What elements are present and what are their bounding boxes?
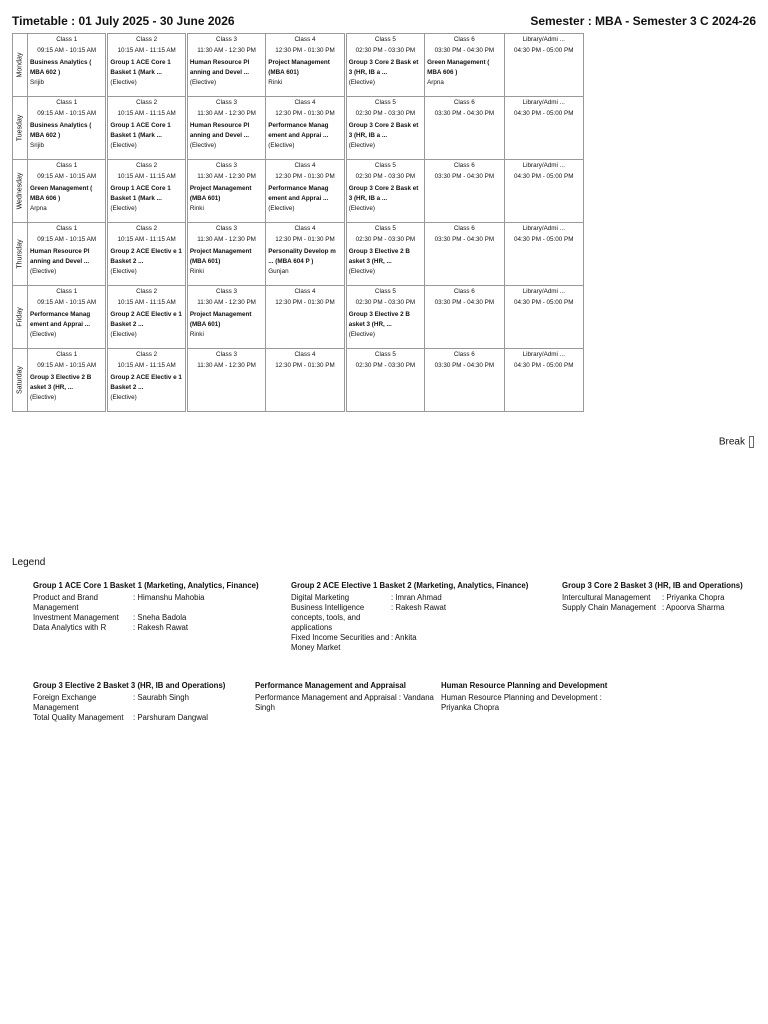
subject-name: Human Resource Pl anning and Devel ... — [189, 122, 250, 139]
subject-name: Performance Manag ement and Apprai ... — [268, 122, 329, 139]
class-cell[interactable] — [107, 349, 186, 412]
legend-group-title: Group 1 ACE Core 1 Basket 1 (Marketing, Analytics, Finance) — [33, 581, 259, 590]
subject-name: Group 2 ACE Electiv e 1 Basket 2 ... — [110, 374, 182, 391]
class-label: Class 5 — [374, 36, 396, 43]
legend-course: Total Quality Management — [33, 713, 124, 722]
legend-teacher: : Saurabh Singh — [133, 693, 189, 702]
class-label: Class 4 — [294, 288, 316, 295]
class-label: Class 3 — [216, 225, 238, 232]
legend-group — [33, 581, 283, 633]
subject-info: (Elective) — [110, 205, 137, 212]
class-time: 11:30 AM - 12:30 PM — [197, 47, 256, 54]
legend-item — [33, 623, 283, 633]
class-label: Class 1 — [56, 99, 78, 106]
class-cell[interactable] — [28, 160, 107, 223]
day-row — [13, 97, 584, 160]
subject-name: Personality Develop m ... (MBA 604 P ) — [268, 248, 336, 265]
class-label: Class 3 — [216, 36, 238, 43]
class-label: Class 2 — [136, 288, 158, 295]
class-time: 12:30 PM - 01:30 PM — [275, 47, 335, 54]
subject-name: Group 3 Core 2 Bask et 3 (HR, IB a ... — [348, 185, 419, 202]
legend-teacher: : Priyanka Chopra — [441, 693, 602, 712]
subject-name: Project Management (MBA 601) — [268, 59, 330, 76]
subject-info: (Elective) — [348, 79, 375, 86]
legend-teacher: : Parshuram Dangwal — [133, 713, 208, 722]
class-cell[interactable] — [345, 34, 424, 97]
day-label: Thursday — [16, 239, 24, 269]
class-label: Class 2 — [136, 162, 158, 169]
legend-course: Data Analytics with R — [33, 623, 107, 632]
class-time: 11:30 AM - 12:30 PM — [197, 236, 256, 243]
class-label: Class 6 — [453, 351, 475, 358]
legend-group — [33, 681, 248, 723]
class-cell[interactable] — [425, 160, 504, 223]
class-time: 12:30 PM - 01:30 PM — [275, 110, 335, 117]
class-cell[interactable] — [345, 97, 424, 160]
legend-teacher: : Priyanka Chopra — [662, 593, 725, 602]
subject-name: Group 3 Elective 2 B asket 3 (HR, ... — [348, 248, 410, 265]
legend-item — [33, 693, 248, 713]
class-label: Library/Admi ... — [522, 162, 565, 169]
legend-group-title: Performance Management and Appraisal — [255, 681, 406, 690]
subject-info: (Elective) — [268, 142, 295, 149]
class-cell[interactable] — [107, 223, 186, 286]
legend-group — [441, 681, 621, 713]
class-time: 09:15 AM - 10:15 AM — [37, 110, 97, 117]
class-label: Class 5 — [374, 351, 396, 358]
subject-name: Project Management (MBA 601) — [189, 248, 252, 265]
subject-info: (Elective) — [30, 394, 57, 401]
day-row — [13, 349, 584, 412]
legend-group-title: Group 3 Core 2 Basket 3 (HR, IB and Operations) — [562, 581, 743, 590]
legend-item — [291, 593, 556, 603]
class-time: 03:30 PM - 04:30 PM — [434, 47, 495, 54]
class-cell[interactable] — [186, 97, 265, 160]
subject-name: Group 1 ACE Core 1 Basket 1 (Mark ... — [110, 59, 171, 76]
legend-item — [255, 693, 435, 713]
class-time: 10:15 AM - 11:15 AM — [117, 110, 176, 117]
class-time: 03:30 PM - 04:30 PM — [434, 173, 495, 180]
subject-info: (Elective) — [110, 142, 137, 149]
class-cell[interactable] — [186, 34, 265, 97]
subject-info: (Elective) — [110, 268, 137, 275]
class-cell[interactable] — [28, 286, 107, 349]
subject-name: Group 3 Elective 2 B asket 3 (HR, ... — [348, 311, 410, 328]
subject-name: Group 2 ACE Electiv e 1 Basket 2 ... — [110, 248, 182, 265]
subject-info: (Elective) — [268, 205, 295, 212]
class-label: Class 4 — [294, 99, 316, 106]
class-label: Class 6 — [453, 225, 475, 232]
subject-info: Srijib — [30, 79, 44, 86]
class-cell[interactable] — [107, 97, 186, 160]
class-cell[interactable] — [266, 349, 345, 412]
legend-teacher: : Ankita — [391, 633, 417, 642]
class-cell[interactable] — [504, 223, 583, 286]
subject-name: Group 3 Core 2 Bask et 3 (HR, IB a ... — [348, 122, 419, 139]
subject-info: Gunjan — [268, 268, 289, 275]
break-label: Break — [718, 436, 745, 448]
class-label: Class 4 — [294, 36, 316, 43]
timetable-title: Timetable : 01 July 2025 - 30 June 2026 — [12, 14, 235, 28]
class-time: 12:30 PM - 01:30 PM — [275, 236, 335, 243]
subject-name: Business Analytics ( MBA 602 ) — [30, 122, 92, 139]
subject-name: Group 2 ACE Electiv e 1 Basket 2 ... — [110, 311, 182, 328]
legend-item — [441, 693, 621, 713]
class-cell[interactable] — [107, 286, 186, 349]
subject-name: Business Analytics ( MBA 602 ) — [30, 59, 92, 76]
day-row — [13, 34, 584, 97]
class-cell[interactable] — [266, 34, 345, 97]
semester-label: Semester : MBA - Semester 3 C 2024-26 — [530, 14, 756, 28]
class-cell[interactable] — [186, 286, 265, 349]
class-label: Class 2 — [136, 36, 158, 43]
legend-teacher: : Himanshu Mahobia — [133, 593, 205, 602]
class-time: 09:15 AM - 10:15 AM — [37, 362, 97, 369]
class-cell[interactable] — [425, 349, 504, 412]
class-time: 04:30 PM - 05:00 PM — [514, 362, 574, 369]
legend-group — [291, 581, 556, 653]
subject-name: Group 1 ACE Core 1 Basket 1 (Mark ... — [110, 185, 171, 202]
class-label: Class 3 — [216, 288, 238, 295]
legend-item — [291, 603, 556, 633]
class-time: 10:15 AM - 11:15 AM — [117, 47, 176, 54]
legend-course: Product and Brand Management — [33, 593, 99, 612]
class-cell[interactable] — [266, 160, 345, 223]
class-cell[interactable] — [345, 223, 424, 286]
class-label: Class 5 — [374, 99, 396, 106]
class-cell[interactable] — [425, 97, 504, 160]
legend-teacher: : Rakesh Rawat — [133, 623, 189, 632]
day-cell — [13, 97, 28, 160]
subject-name: Group 1 ACE Core 1 Basket 1 (Mark ... — [110, 122, 171, 139]
subject-info: (Elective) — [189, 79, 217, 86]
class-label: Class 2 — [136, 351, 158, 358]
day-cell — [13, 160, 28, 223]
subject-name: Project Management (MBA 601) — [189, 311, 252, 328]
day-row — [13, 160, 584, 223]
subject-info: Rinki — [189, 331, 204, 338]
class-time: 03:30 PM - 04:30 PM — [434, 299, 495, 306]
class-label: Class 5 — [374, 288, 396, 295]
class-time: 02:30 PM - 03:30 PM — [355, 236, 416, 243]
class-time: 03:30 PM - 04:30 PM — [434, 362, 495, 369]
class-time: 10:15 AM - 11:15 AM — [117, 173, 176, 180]
class-cell[interactable] — [186, 349, 265, 412]
legend-group — [562, 581, 762, 613]
class-label: Class 5 — [374, 225, 396, 232]
class-time: 04:30 PM - 05:00 PM — [514, 110, 574, 117]
class-label: Class 6 — [453, 288, 475, 295]
legend-item — [33, 613, 283, 623]
day-cell — [13, 286, 28, 349]
class-time: 11:30 AM - 12:30 PM — [197, 362, 256, 369]
class-cell[interactable] — [504, 349, 583, 412]
class-time: 12:30 PM - 01:30 PM — [275, 299, 335, 306]
day-cell — [13, 223, 28, 286]
class-label: Class 6 — [453, 99, 475, 106]
class-cell[interactable] — [266, 97, 345, 160]
legend-teacher: : Imran Ahmad — [391, 593, 442, 602]
day-row — [13, 286, 584, 349]
class-cell[interactable] — [28, 223, 107, 286]
class-time: 04:30 PM - 05:00 PM — [514, 173, 574, 180]
class-cell[interactable] — [266, 286, 345, 349]
class-time: 02:30 PM - 03:30 PM — [355, 362, 416, 369]
subject-name: Human Resource Pl anning and Devel ... — [189, 59, 250, 76]
class-time: 09:15 AM - 10:15 AM — [37, 47, 97, 54]
legend-item — [562, 603, 762, 613]
class-label: Class 4 — [294, 162, 316, 169]
day-label: Saturday — [16, 365, 24, 395]
legend-group-title: Human Resource Planning and Development — [441, 681, 608, 690]
class-cell[interactable] — [186, 160, 265, 223]
class-time: 09:15 AM - 10:15 AM — [37, 299, 97, 306]
class-label: Class 5 — [374, 162, 396, 169]
class-label: Class 6 — [453, 162, 475, 169]
subject-name: Performance Manag ement and Apprai ... — [268, 185, 329, 202]
subject-name: Project Management (MBA 601) — [189, 185, 252, 202]
class-cell[interactable] — [28, 34, 107, 97]
class-time: 10:15 AM - 11:15 AM — [117, 362, 176, 369]
subject-info: (Elective) — [110, 331, 137, 338]
subject-info: (Elective) — [30, 268, 57, 275]
class-label: Library/Admi ... — [522, 288, 565, 295]
class-cell[interactable] — [28, 97, 107, 160]
class-time: 12:30 PM - 01:30 PM — [275, 362, 335, 369]
class-time: 09:15 AM - 10:15 AM — [37, 236, 97, 243]
subject-info: Arpna — [30, 205, 47, 212]
class-time: 11:30 AM - 12:30 PM — [197, 299, 256, 306]
class-time: 03:30 PM - 04:30 PM — [434, 236, 495, 243]
legend-item — [291, 633, 556, 653]
class-time: 11:30 AM - 12:30 PM — [197, 173, 256, 180]
legend-teacher: : Apoorva Sharma — [662, 603, 725, 612]
legend-course: Fixed Income Securities and Money Market — [291, 633, 390, 652]
legend-teacher: : Vandana Singh — [255, 693, 434, 712]
class-label: Class 3 — [216, 162, 238, 169]
subject-info: (Elective) — [348, 331, 375, 338]
day-row — [13, 223, 584, 286]
day-label: Wednesday — [16, 172, 24, 210]
class-label: Class 2 — [136, 225, 158, 232]
legend-course: Intercultural Management — [562, 593, 651, 602]
class-cell[interactable] — [425, 34, 504, 97]
class-cell[interactable] — [28, 349, 107, 412]
class-label: Class 3 — [216, 351, 238, 358]
subject-info: Srijib — [30, 142, 44, 149]
subject-info: Rinki — [189, 205, 204, 212]
class-label: Library/Admi ... — [522, 351, 565, 358]
class-cell[interactable] — [504, 97, 583, 160]
class-time: 12:30 PM - 01:30 PM — [275, 173, 335, 180]
class-time: 09:15 AM - 10:15 AM — [37, 173, 97, 180]
subject-info: (Elective) — [189, 142, 217, 149]
class-cell[interactable] — [504, 160, 583, 223]
subject-info: Rinki — [268, 79, 283, 86]
class-label: Class 2 — [136, 99, 158, 106]
legend-teacher: : Sneha Badola — [133, 613, 187, 622]
legend-item — [33, 713, 248, 723]
class-cell[interactable] — [425, 223, 504, 286]
legend-course: Foreign Exchange Management — [33, 693, 97, 712]
timetable-grid — [12, 33, 584, 412]
legend-course: Investment Management — [33, 613, 119, 622]
legend-group-title: Group 2 ACE Elective 1 Basket 2 (Marketing, Analytics, Finance) — [291, 581, 529, 590]
subject-info: (Elective) — [110, 79, 137, 86]
class-time: 04:30 PM - 05:00 PM — [514, 299, 574, 306]
class-label: Class 4 — [294, 225, 316, 232]
class-time: 02:30 PM - 03:30 PM — [355, 47, 416, 54]
legend-course: Performance Management and Appraisal — [255, 693, 397, 702]
class-time: 02:30 PM - 03:30 PM — [355, 110, 416, 117]
subject-info: (Elective) — [30, 331, 57, 338]
day-label: Friday — [16, 307, 24, 327]
day-label: Tuesday — [16, 114, 24, 142]
subject-info: Rinki — [189, 268, 204, 275]
day-label: Monday — [16, 52, 24, 78]
class-time: 04:30 PM - 05:00 PM — [514, 236, 574, 243]
class-label: Library/Admi ... — [522, 225, 565, 232]
legend-item — [33, 593, 283, 613]
class-cell[interactable] — [504, 34, 583, 97]
class-time: 03:30 PM - 04:30 PM — [434, 110, 495, 117]
legend-course: Supply Chain Management — [562, 603, 657, 612]
class-label: Class 1 — [56, 36, 78, 43]
class-cell[interactable] — [504, 286, 583, 349]
legend-title: Legend — [12, 557, 46, 568]
class-time: 10:15 AM - 11:15 AM — [117, 236, 176, 243]
legend-course: Human Resource Planning and Development — [441, 693, 598, 702]
subject-name: Group 3 Core 2 Bask et 3 (HR, IB a ... — [348, 59, 419, 76]
legend-teacher: : Rakesh Rawat — [391, 603, 447, 612]
class-label: Library/Admi ... — [522, 99, 565, 106]
class-cell[interactable] — [345, 160, 424, 223]
subject-name: Human Resource Pl anning and Devel ... — [30, 248, 90, 265]
legend-group — [255, 681, 435, 713]
day-cell — [13, 349, 28, 412]
subject-name: Performance Manag ement and Apprai ... — [30, 311, 91, 328]
class-label: Class 6 — [453, 36, 475, 43]
legend-item — [562, 593, 762, 603]
subject-info: (Elective) — [110, 394, 137, 401]
class-cell[interactable] — [266, 223, 345, 286]
day-cell — [13, 34, 28, 97]
subject-name: Green Management ( MBA 606 ) — [30, 185, 93, 202]
class-cell[interactable] — [186, 223, 265, 286]
subject-info: (Elective) — [348, 268, 375, 275]
class-time: 10:15 AM - 11:15 AM — [117, 299, 176, 306]
class-time: 02:30 PM - 03:30 PM — [355, 173, 416, 180]
class-time: 02:30 PM - 03:30 PM — [355, 299, 416, 306]
class-cell[interactable] — [107, 160, 186, 223]
class-cell[interactable] — [345, 286, 424, 349]
legend-course: Business Intelligence concepts, tools, and applications — [291, 603, 365, 632]
class-label: Class 1 — [56, 162, 78, 169]
class-label: Class 1 — [56, 288, 78, 295]
class-time: 11:30 AM - 12:30 PM — [197, 110, 256, 117]
break-swatch — [749, 436, 754, 448]
class-label: Class 3 — [216, 99, 238, 106]
class-label: Class 1 — [56, 351, 78, 358]
legend-group-title: Group 3 Elective 2 Basket 3 (HR, IB and Operations) — [33, 681, 226, 690]
class-cell[interactable] — [345, 349, 424, 412]
class-label: Library/Admi ... — [522, 36, 565, 43]
subject-info: (Elective) — [348, 142, 375, 149]
subject-info: Arpna — [427, 79, 444, 86]
class-cell[interactable] — [425, 286, 504, 349]
break-legend — [719, 436, 754, 448]
class-time: 04:30 PM - 05:00 PM — [514, 47, 574, 54]
class-label: Class 4 — [294, 351, 316, 358]
subject-name: Group 3 Elective 2 B asket 3 (HR, ... — [30, 374, 92, 391]
legend-course: Digital Marketing — [291, 593, 350, 602]
subject-name: Green Management ( MBA 606 ) — [427, 59, 490, 76]
class-cell[interactable] — [107, 34, 186, 97]
class-label: Class 1 — [56, 225, 78, 232]
subject-info: (Elective) — [348, 205, 375, 212]
